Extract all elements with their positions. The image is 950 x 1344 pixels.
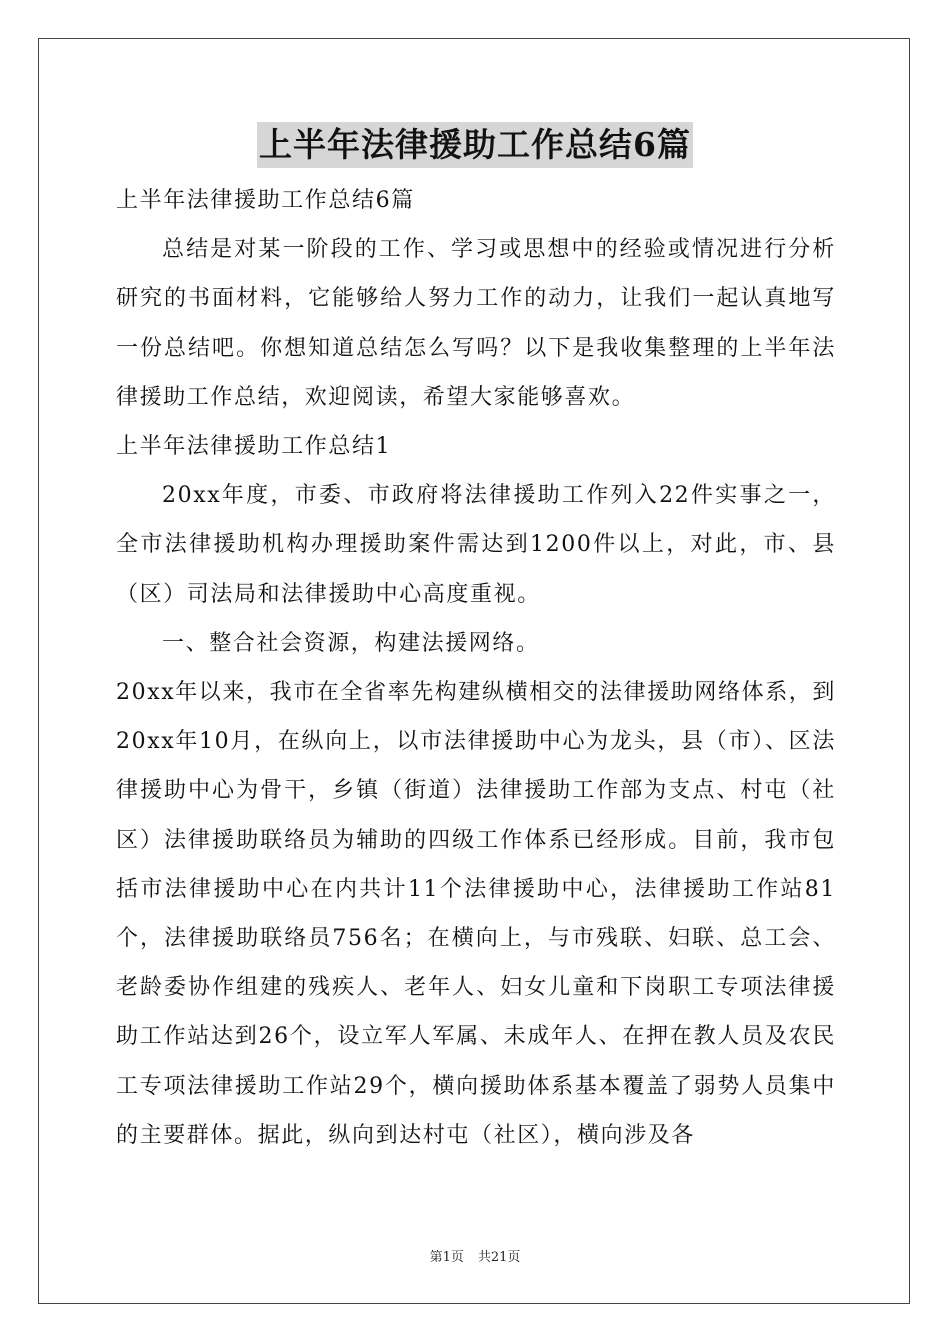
page-footer bbox=[0, 1248, 950, 1268]
page-number-total: 共21页 bbox=[477, 1250, 521, 1265]
body-paragraph: 20xx年以来，我市在全省率先构建纵横相交的法律援助网络体系，到20xx年10月，在纵向上，以市法律援助中心为龙头，县（市）、区法律援助中心为骨干，乡镇（街道）法律援助工作部为支点、村屯（社区）法律援助联络员为辅助的四级工作体系已经形成。目前，我市包括市法律援助中心在内共计11个法律援助中心，法律援助工作站81个，法律援助联络员756名；在横向上，与市残联、妇联、总工会、老龄委协作组建的残疾人、老年人、妇女儿童和下岗职工专项法律援助工作站达到26个，设立军人军属、未成年人、在押在教人员及农民工专项法律援助工作站29个，横向援助体系基本覆盖了弱势人员集中的主要群体。据此，纵向到达村屯（社区），横向涉及各 bbox=[116, 680, 837, 1148]
subsection-heading: 一、整合社会资源，构建法援网络。 bbox=[162, 630, 540, 656]
page-number-current: 第1页 bbox=[429, 1250, 464, 1265]
section-heading: 上半年法律援助工作总结1 bbox=[116, 434, 392, 460]
subtitle-line: 上半年法律援助工作总结6篇 bbox=[116, 188, 415, 213]
document-title-text: 上半年法律援助工作总结6篇 bbox=[257, 122, 693, 168]
intro-paragraph: 总结是对某一阶段的工作、学习或思想中的经验或情况进行分析研究的书面材料，它能够给人努力工作的动力，让我们一起认真地写一份总结吧。你想知道总结怎么写吗？以下是我收集整理的上半年法律援助工作总结，欢迎阅读，希望大家能够喜欢。 bbox=[116, 237, 836, 410]
document-body bbox=[116, 176, 836, 1160]
document-title bbox=[0, 122, 950, 168]
body-paragraph: 20xx年度，市委、市政府将法律援助工作列入22件实事之一，全市法律援助机构办理援助案件需达到1200件以上，对此，市、县（区）司法局和法律援助中心高度重视。 bbox=[116, 483, 836, 607]
